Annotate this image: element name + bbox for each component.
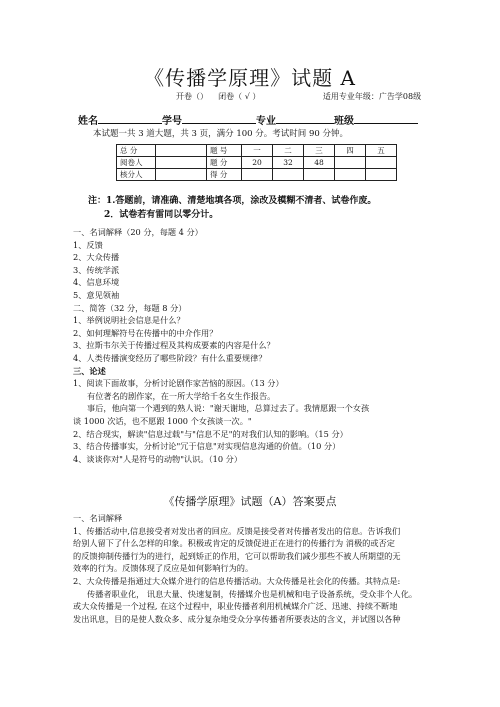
section-heading: 一、名词解释 <box>73 513 123 523</box>
table-cell <box>156 157 207 169</box>
question-item: 1、反馈 <box>73 239 103 250</box>
table-cell <box>366 157 397 169</box>
table-row <box>117 169 397 181</box>
question-item: 3、传统学派 <box>73 264 120 275</box>
answer-line: 发出讯息，目的是使人数众多、成分复杂地受众分享传播者所要表达的含义，并试图以各种 <box>73 613 401 624</box>
question-item: 4、信息环境 <box>73 277 120 288</box>
answer-line: 给别人留下了什么怎样的印象。积极或肯定的反馈促进正在进行的传播行为 消极的或否定 <box>73 538 395 549</box>
answer-line: 效率的行为。反馈体现了反应是如何影响行为的。 <box>73 563 254 574</box>
table-cell: 32 <box>273 157 304 169</box>
exam-intro: 本试题一共 3 道大题，共 3 页，满分 100 分。考试时间 90 分钟。 <box>93 129 348 139</box>
table-cell: 48 <box>304 157 335 169</box>
table-cell: 得 分 <box>207 169 242 181</box>
question-item: 2、大众传播 <box>73 252 120 263</box>
table-cell: 题 分 <box>207 157 242 169</box>
student-info-row <box>78 112 418 127</box>
question-text: 事后，他向第一个遇到的熟人说："谢天谢地，总算过去了。我情愿跟一个女孩 <box>87 403 370 414</box>
table-cell: 题 号 <box>207 145 242 157</box>
question-item: 2、结合现实，解读"信息过载"与"信息不足"的对我们认知的影响。（15 分） <box>73 428 348 439</box>
answer-line: 1、传播活动中,信息接受者对发出者的回应。反馈是接受者对传播者发出的信息。告诉我们 <box>73 525 401 536</box>
table-cell: 一 <box>242 145 273 157</box>
answer-line: 的反馈抑制传播行为的进行，起到矫正的作用，它可以帮助我们减少那些不被人所期望的无 <box>73 550 401 561</box>
answer-line: 传播者职业化， 讯息大量、快速复制，传播媒介也是机械和电子设备系统，受众非个人化。 <box>87 588 418 599</box>
section-heading: 一、名词解释（20 分，每题 4 分） <box>73 227 203 237</box>
answer-line: 或大众传播是一个过程, 在这个过程中，职业传播者利用机械媒介广泛、迅速、持续不断地 <box>73 601 398 612</box>
question-item: 3、结合传播事实，分析讨论"冗于信息"对实现信息沟通的价值。（10 分） <box>73 441 341 452</box>
question-item: 4、谈谈你对"人是符号的动物"认识。（10 分） <box>73 453 243 464</box>
table-cell: 核分人 <box>117 169 156 181</box>
id-blank[interactable] <box>182 114 256 124</box>
question-item: 4、人类传播演变经历了哪些阶段？有什么重要规律？ <box>73 352 267 363</box>
table-row <box>117 157 397 169</box>
class-blank[interactable] <box>354 114 418 124</box>
table-cell: 20 <box>242 157 273 169</box>
section-heading: 二、简答（32 分，每题 8 分） <box>73 302 187 313</box>
note-1: 注：1.答题前，请准确、清楚地填各项，涂改及模糊不清者、试卷作废。 <box>88 196 377 206</box>
questions-section <box>73 226 473 465</box>
name-label: 姓名 <box>78 116 98 127</box>
note-2: 2．试卷若有雷同以零分计。 <box>104 210 219 220</box>
table-cell <box>156 169 207 181</box>
table-cell <box>335 157 366 169</box>
table-cell <box>335 169 366 181</box>
major-blank[interactable] <box>276 114 334 124</box>
answer-title: 《传播学原理》试题（A）答案要点 <box>163 495 337 508</box>
table-cell: 阅卷人 <box>117 157 156 169</box>
table-cell <box>366 169 397 181</box>
question-item: 3、拉斯韦尔关于传播过程及其构成要素的内容是什么？ <box>73 340 275 351</box>
table-cell: 总 分 <box>117 145 156 157</box>
score-table <box>116 144 397 181</box>
id-label: 学号 <box>162 116 182 127</box>
table-cell <box>242 169 273 181</box>
answers-section <box>73 512 473 625</box>
table-cell <box>156 145 207 157</box>
applicable-major: 适用专业年级：广告学08级 <box>322 92 422 101</box>
open-book-label: 开卷（） <box>176 92 208 101</box>
question-text: 谈 1000 次话，也不愿跟 1000 个女孩谈一次。" <box>73 415 252 426</box>
table-cell <box>273 169 304 181</box>
question-item: 2、如何理解符号在传播中的中介作用？ <box>73 327 218 338</box>
name-blank[interactable] <box>98 114 162 124</box>
question-text: 有位著名的剧作家，在一所大学给千名女生作报告。 <box>87 390 276 401</box>
class-label: 班级 <box>334 116 354 127</box>
table-row <box>117 145 397 157</box>
question-item: 1、举例说明社会信息是什么？ <box>73 315 185 326</box>
major-label: 专业 <box>256 116 276 127</box>
closed-book-label: 闭卷（ √ ） <box>218 92 261 101</box>
question-item: 5、意见领袖 <box>73 289 120 300</box>
table-cell <box>304 169 335 181</box>
table-cell: 五 <box>366 145 397 157</box>
table-cell: 四 <box>335 145 366 157</box>
table-cell: 二 <box>273 145 304 157</box>
section-heading: 三、论述 <box>73 365 106 376</box>
page-title: 《传播学原理》试题 A <box>144 66 356 90</box>
question-item: 1、阅读下面故事，分析讨论剧作家苦恼的原因。（13 分） <box>73 378 284 389</box>
table-cell: 三 <box>304 145 335 157</box>
answer-line: 2、大众传播是指通过大众媒介进行的信息传播活动。大众传播是社会化的传播。其特点是: <box>73 575 401 586</box>
exam-meta <box>176 91 421 102</box>
